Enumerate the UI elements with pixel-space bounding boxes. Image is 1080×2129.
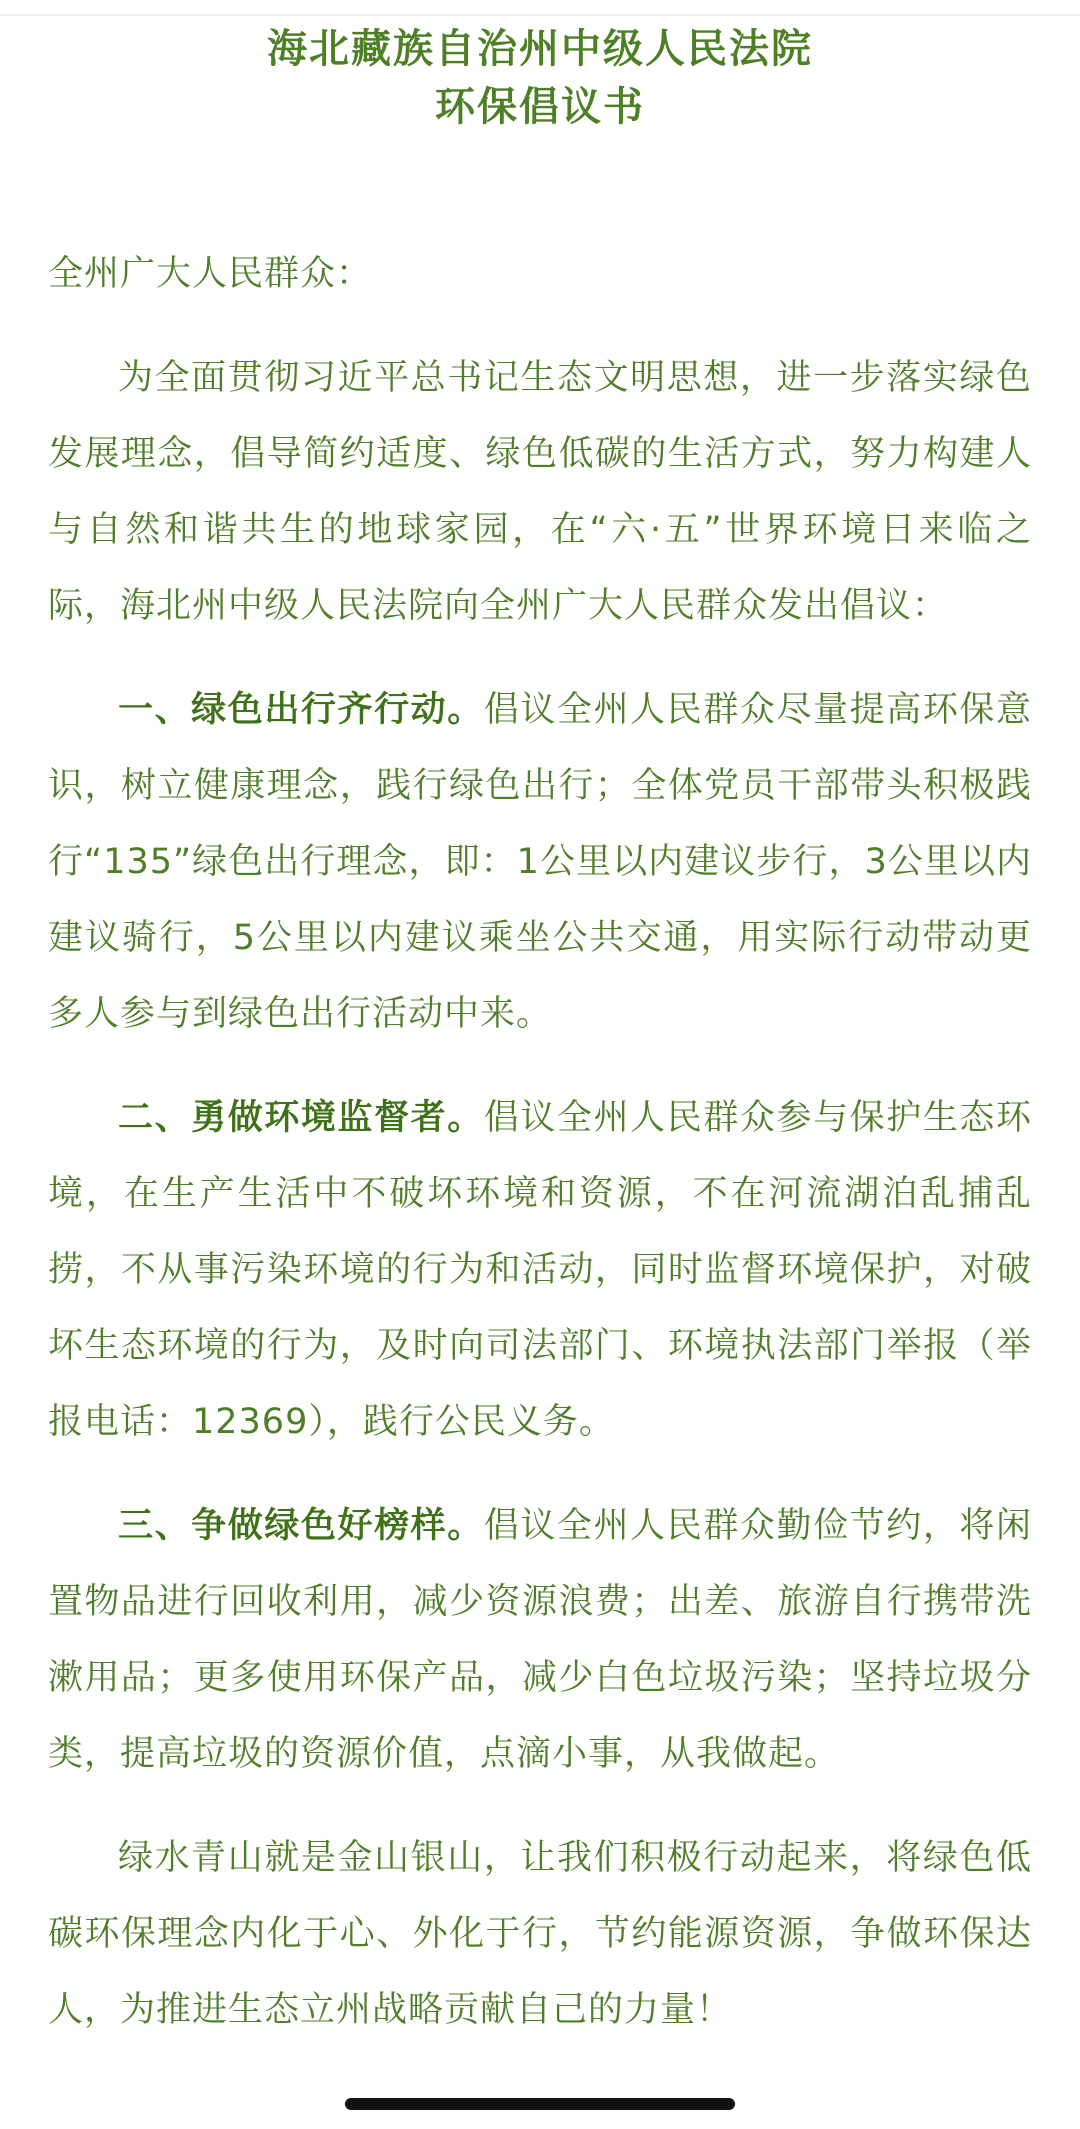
section-1-paragraph	[48, 672, 1032, 1052]
section-3-heading: 三、争做绿色好榜样。	[118, 1506, 484, 1546]
document-subtitle: 环保倡议书	[435, 84, 645, 130]
document-title: 海北藏族自治州中级人民法院	[267, 26, 813, 72]
intro-paragraph: 为全面贯彻习近平总书记生态文明思想，进一步落实绿色发展理念，倡导简约适度、绿色低碳的生活方式，努力构建人与自然和谐共生的地球家园，在“六·五”世界环境日来临之际，海北州中级人民法院向全州广大人民群众发出倡议：	[48, 358, 1032, 626]
closing-paragraph: 绿水青山就是金山银山，让我们积极行动起来，将绿色低碳环保理念内化于心、外化于行，节约能源资源，争做环保达人，为推进生态立州战略贡献自己的力量！	[48, 1838, 1032, 2030]
section-1-heading: 一、绿色出行齐行动。	[118, 690, 484, 730]
document-body	[48, 236, 1032, 2076]
section-2-paragraph	[48, 1080, 1032, 1460]
top-divider	[0, 14, 1080, 16]
section-3-body: 倡议全州人民群众勤俭节约，将闲置物品进行回收利用，减少资源浪费；出差、旅游自行携带洗漱用品；更多使用环保产品，减少白色垃圾污染；坚持垃圾分类，提高垃圾的资源价值，点滴小事，从我做起。	[48, 1506, 1032, 1774]
salutation: 全州广大人民群众：	[48, 254, 373, 294]
section-2-body: 倡议全州人民群众参与保护生态环境，在生产生活中不破坏环境和资源，不在河流湖泊乱捕乱捞，不从事污染环境的行为和活动，同时监督环境保护，对破坏生态环境的行为，及时向司法部门、环境执法部门举报（举报电话：12369），践行公民义务。	[48, 1098, 1032, 1442]
home-indicator[interactable]	[345, 2098, 735, 2110]
section-3-paragraph	[48, 1488, 1032, 1792]
section-1-body: 倡议全州人民群众尽量提高环保意识，树立健康理念，践行绿色出行；全体党员干部带头积极践行“135”绿色出行理念，即：1公里以内建议步行，3公里以内建议骑行，5公里以内建议乘坐公共交通，用实际行动带动更多人参与到绿色出行活动中来。	[48, 690, 1032, 1034]
section-2-heading: 二、勇做环境监督者。	[118, 1098, 484, 1138]
